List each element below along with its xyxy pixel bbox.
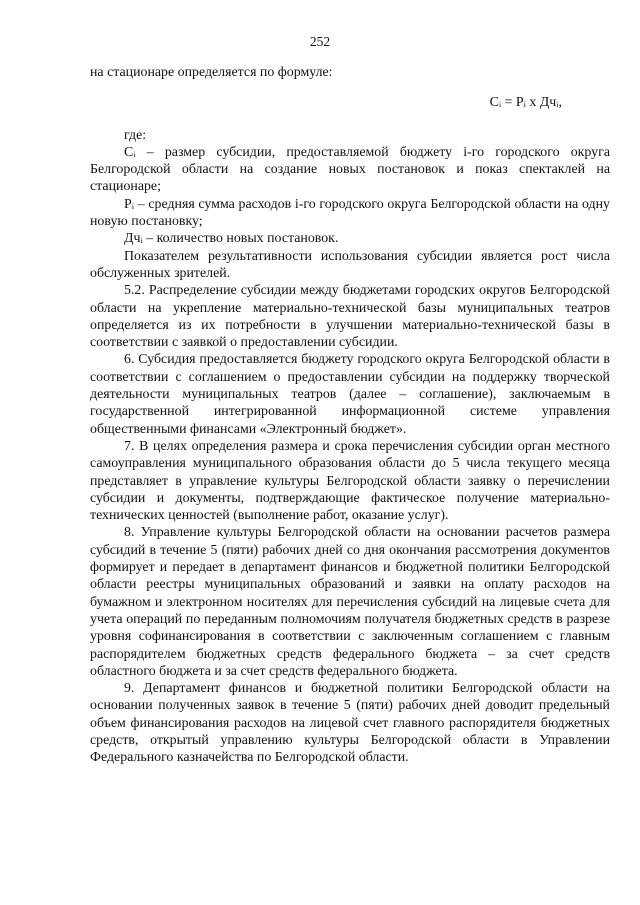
paragraph-7: 7. В целях определения размера и срока перечисления субсидии орган местного самоуправления муниципального образования области до 5 числа текущего месяца представляет в управление культуры Белгородской области заявку о перечислении субсидии и документы, подтверждающие фактическое получение материально-технических ценностей (выполнение работ, оказание услуг). — [90, 438, 610, 524]
page-number: 252 — [309, 34, 331, 49]
paragraph-performance-indicator: Показателем результативности использования субсидии является рост числа обслуженных зрителей. — [90, 248, 610, 281]
paragraph-dchi-definition: Дчᵢ – количество новых постановок. — [124, 231, 339, 247]
paragraph-ci-definition: Cᵢ – размер субсидии, предоставляемой бюджету i-го городского округа Белгородской области на создание новых постановок и показ спектаклей на стационаре; — [90, 144, 610, 195]
formula: Cᵢ = Pᵢ x Дчᵢ, — [489, 95, 562, 111]
paragraph-8: 8. Управление культуры Белгородской области на основании расчетов размера субсидий в течение 5 (пяти) рабочих дней со дня окончания рассмотрения документов формирует и передает в департамент финансов и бюджетной политики Белгородской области реестры муниципальных образований и заявки на оплату расходов на бумажном и электронном носителях для перечисления субсидий на лицевые счета для учета операций по переданным полномочиям получателя бюджетных средств в разрезе уровня софинансирования в соответствии с заключенным соглашением с главным распорядителем бюджетных средств федерального бюджета – за счет средств областного бюджета и за счет средств федерального бюджета. — [90, 525, 610, 679]
paragraph-pi-definition: Pᵢ – средняя сумма расходов i-го городского округа Белгородской области на одну новую постановку; — [90, 196, 610, 230]
paragraph-5-2: 5.2. Распределение субсидии между бюджетами городских округов Белгородской области на укрепление материально-технической базы муниципальных театров определяется из их потребности в улучшении материально-технической базы в соответствии с заявкой о предоставлении субсидии. — [90, 283, 610, 351]
formula-intro: на стационаре определяется по формуле: — [90, 65, 333, 80]
where-label: где: — [124, 127, 147, 143]
document-body — [90, 64, 610, 767]
paragraph-9: 9. Департамент финансов и бюджетной политики Белгородской области на основании полученных заявок в течение 5 (пяти) рабочих дней доводит предельный объем финансирования расходов на лицевой счет главного распорядителя бюджетных средств, открытый управлению культуры Белгородской области в Управлении Федерального казначейства по Белгородской области. — [90, 681, 610, 766]
paragraph-6: 6. Субсидия предоставляется бюджету городского округа Белгородской области в соответствии с соглашением о предоставлении субсидии на поддержку творческой деятельности муниципальных театров (далее – соглашение), заключаемым в государственной интегрированной информационной системе управления общественными финансами «Электронный бюджет». — [90, 352, 610, 437]
